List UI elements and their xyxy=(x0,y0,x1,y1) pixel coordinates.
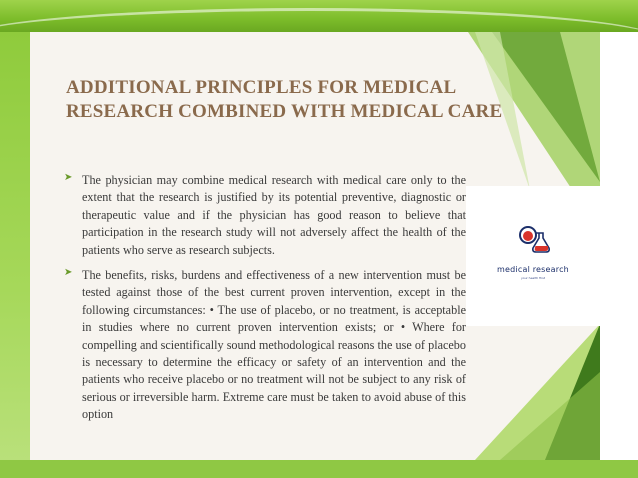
bullet-arrow-icon: ➤ xyxy=(64,172,73,183)
slide-panel xyxy=(30,32,600,460)
slide-title xyxy=(66,76,503,124)
medical-research-logo xyxy=(466,186,600,326)
bullet-arrow-icon: ➤ xyxy=(64,267,73,279)
bottom-green-band xyxy=(0,460,638,478)
bullet-text: The physician may combine medical research with medical care only to the extent that the research is justified by its potential preventive, diagnostic or therapeutic value and if the physician has good reason to believe that participation in the research study will not adversely affect the health of the patients who serve as research subjects. xyxy=(82,173,466,257)
slide-title-line-2: RESEARCH COMBINED WITH MEDICAL CARE xyxy=(66,101,503,122)
top-green-banner xyxy=(0,0,638,32)
bullet-text: The benefits, risks, burdens and effectiveness of a new intervention must be tested against those of the best current proven intervention, except in the following circumstances: • The use of placebo, or no treatment, is acceptable in studies where no current proven intervention exists; or • Where for compelling and scientifically sound methodological reasons the use of placebo is necessary to determine the efficacy or safety of an intervention and the patients who receive placebo or no treatment will not be subject to any risk of serious or irreversible harm. Extreme care must be taken to avoid abuse of this option xyxy=(82,268,466,422)
bullet-list xyxy=(64,172,466,432)
slide-title-line-1: ADDITIONAL PRINCIPLES FOR MEDICAL xyxy=(66,77,457,98)
bullet-item-physician xyxy=(64,172,466,259)
logo-tagline: your health first xyxy=(520,276,545,280)
logo-name: medical research xyxy=(497,265,569,274)
bullet-item-benefits xyxy=(64,267,466,424)
flask-icon xyxy=(518,224,554,254)
banner-swoosh xyxy=(0,8,638,32)
left-green-strip xyxy=(0,32,30,460)
